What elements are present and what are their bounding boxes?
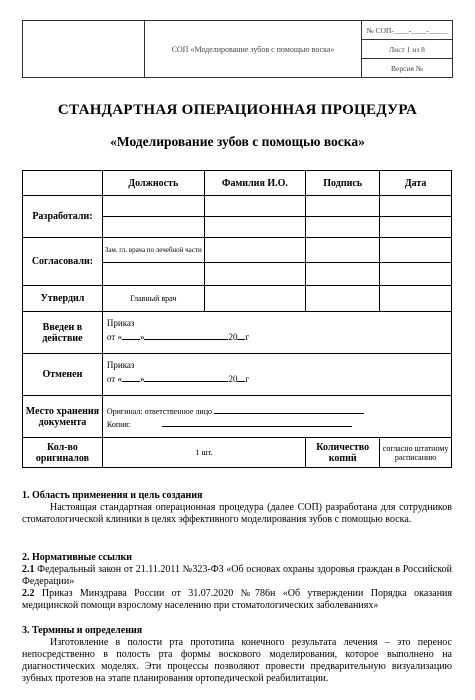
cell bbox=[380, 286, 452, 312]
copies-label: Количество копий bbox=[306, 438, 380, 468]
section-2-2 bbox=[22, 588, 452, 612]
section-2 bbox=[22, 552, 452, 612]
header-version: Версия № bbox=[391, 63, 423, 73]
row-label-originals: Кол-во оригиналов bbox=[23, 438, 103, 468]
table-header-position: Должность bbox=[102, 171, 204, 196]
agreed-position: Зам. гл. врача по лечебной части bbox=[102, 238, 204, 263]
section-3-text: Изготовление в полости рта прототипа конечного результата лечения – это перенос непосредственно в полость рта формы воскового моделирования, которое выполнено на диагностических моделях. Эти процессы позволяют провести предварительную визуализацию зубных протезов на этапе планирования ортопедической реабилитации. bbox=[22, 637, 452, 684]
row-label-developed: Разработали: bbox=[23, 196, 103, 238]
order-label: Приказ bbox=[106, 318, 135, 328]
header-sop-title: СОП «Моделирование зубов с помощью воска» bbox=[145, 21, 362, 77]
order-mid: » bbox=[139, 374, 145, 384]
row-label-introduced: Введен в действие bbox=[23, 312, 103, 354]
page-title: СТАНДАРТНАЯ ОПЕРАЦИОННАЯ ПРОЦЕДУРА bbox=[57, 102, 418, 118]
section-3-title: 3. Термины и определения bbox=[22, 625, 143, 636]
logo-area bbox=[23, 21, 145, 77]
order-label: Приказ bbox=[106, 360, 135, 370]
cell bbox=[306, 263, 380, 286]
cell bbox=[204, 217, 306, 238]
order-g: г bbox=[245, 332, 250, 342]
cell bbox=[204, 196, 306, 217]
order-introduced bbox=[102, 312, 451, 354]
row-label-storage: Место хранения документа bbox=[23, 396, 103, 438]
cell bbox=[380, 238, 452, 263]
storage-original-label: Оригинал: ответственное лицо bbox=[106, 406, 212, 416]
order-mid: » bbox=[139, 332, 145, 342]
table-header-empty bbox=[23, 171, 103, 196]
section-2-1-num: 2.1 bbox=[22, 564, 35, 575]
order-cancelled bbox=[102, 354, 451, 396]
cell bbox=[204, 286, 306, 312]
order-year: 20 bbox=[228, 332, 238, 342]
copies-value: согласно штатному расписанию bbox=[380, 438, 452, 468]
section-2-2-num: 2.2 bbox=[22, 588, 35, 599]
cell bbox=[306, 238, 380, 263]
section-2-1 bbox=[22, 564, 452, 588]
section-1-title: 1. Область применения и цель создания bbox=[22, 490, 203, 501]
order-from: от « bbox=[106, 332, 122, 342]
cell bbox=[102, 196, 204, 217]
section-2-title: 2. Нормативные ссылки bbox=[22, 552, 133, 563]
cell bbox=[102, 217, 204, 238]
document-header bbox=[22, 20, 453, 78]
storage-info bbox=[102, 396, 451, 438]
table-header-signature: Подпись bbox=[306, 171, 380, 196]
section-2-2-text: Приказ Минздрава России от 31.07.2020 №786н «Об утверждении Порядка оказания медицинской помощи взрослому населению при стоматологических заболеваниях» bbox=[22, 588, 452, 611]
header-sop-number: № СОП-____-____-_____ bbox=[362, 21, 452, 40]
section-1-text: Настоящая стандартная операционная процедура (далее СОП) разработана для сотрудников стоматологической клиники в целях эффективного моделирования зубов с помощью воска. bbox=[22, 502, 452, 525]
header-sheet: Лист 1 из 8 bbox=[362, 40, 452, 59]
cell bbox=[380, 263, 452, 286]
page-subtitle: «Моделирование зубов с помощью воска» bbox=[110, 134, 365, 149]
order-g: г bbox=[245, 374, 250, 384]
storage-copy-label: Копия: bbox=[106, 419, 131, 429]
row-label-cancelled: Отменен bbox=[23, 354, 103, 396]
cell bbox=[204, 238, 306, 263]
cell bbox=[306, 196, 380, 217]
cell bbox=[204, 263, 306, 286]
order-year: 20 bbox=[228, 374, 238, 384]
table-header-name: Фамилия И.О. bbox=[204, 171, 306, 196]
cell bbox=[380, 196, 452, 217]
approval-table bbox=[22, 170, 452, 468]
cell bbox=[380, 217, 452, 238]
order-from: от « bbox=[106, 374, 122, 384]
cell bbox=[306, 286, 380, 312]
section-2-1-text: Федеральный закон от 21.11.2011 №323-ФЗ «Об основах охраны здоровья граждан в Российской Федерации» bbox=[22, 564, 452, 587]
approved-position: Главный врач bbox=[102, 286, 204, 312]
cell bbox=[306, 217, 380, 238]
section-1 bbox=[22, 490, 452, 526]
cell bbox=[102, 263, 204, 286]
table-header-date: Дата bbox=[380, 171, 452, 196]
row-label-approved: Утвердил bbox=[23, 286, 103, 312]
originals-count: 1 шт. bbox=[102, 438, 305, 468]
section-3 bbox=[22, 625, 452, 685]
row-label-agreed: Согласовали: bbox=[23, 238, 103, 286]
